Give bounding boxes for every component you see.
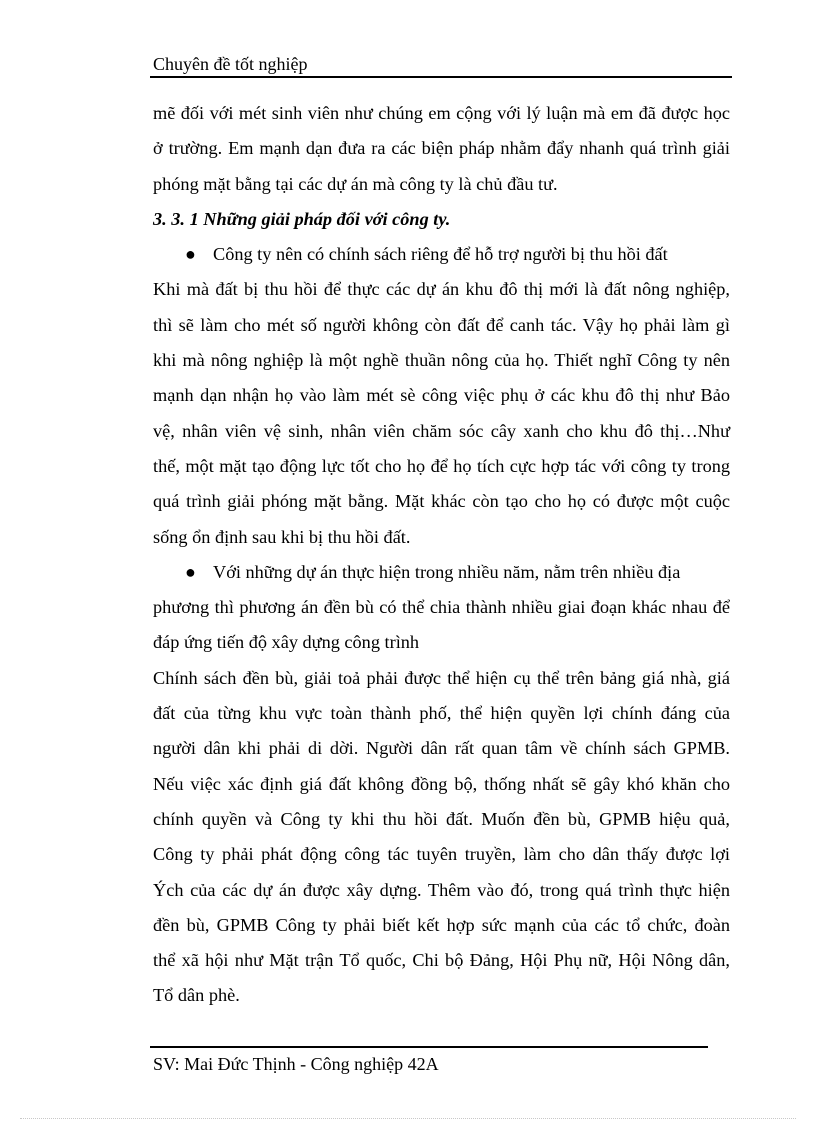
paragraph-line: Nếu việc xác định giá đất không đồng bộ, thống nhất sẽ gây khó khăn cho xyxy=(153,773,730,794)
intro-line: phóng mặt bằng tại các dự án mà công ty là chủ đầu tư. xyxy=(153,173,558,194)
page-header-title: Chuyên đề tốt nghiệp xyxy=(153,54,308,74)
paragraph-line: chính quyền và Công ty khi thu hồi đất. Muốn đền bù, GPMB hiệu quả, xyxy=(153,808,730,829)
paragraph-line: thì sẽ làm cho mét số người không còn đất để canh tác. Vậy họ phải làm gì xyxy=(153,314,730,335)
bullet-icon: ● xyxy=(185,244,196,265)
bullet-item xyxy=(153,237,730,272)
header-rule xyxy=(150,76,732,78)
paragraph-line: sống ổn định sau khi bị thu hồi đất. xyxy=(153,526,411,547)
paragraph-line: Chính sách đền bù, giải toả phải được thể hiện cụ thể trên bảng giá nhà, giá xyxy=(153,667,730,688)
paragraph-line: thể xã hội như Mặt trận Tổ quốc, Chi bộ Đảng, Hội Phụ nữ, Hội Nông dân, xyxy=(153,950,730,971)
paragraph-line: Khi mà đất bị thu hồi để thực các dự án khu đô thị mới là đất nông nghiệp, xyxy=(153,279,730,300)
paragraph-line: Công ty phải phát động công tác tuyên truyền, làm cho dân thấy được lợi xyxy=(153,844,730,865)
paragraph-line: đền bù, GPMB Công ty phải biết kết hợp sức mạnh của các tổ chức, đoàn xyxy=(153,914,730,935)
paragraph-line: Ých của các dự án được xây dựng. Thêm vào đó, trong quá trình thực hiện xyxy=(153,879,730,900)
paragraph-line: mạnh dạn nhận họ vào làm mét sè công việc phụ ở các khu đô thị như Bảo xyxy=(153,385,730,406)
page-bottom-divider xyxy=(20,1118,796,1119)
bullet-icon: ● xyxy=(185,561,196,582)
page-footer-text: SV: Mai Đức Thịnh - Công nghiệp 42A xyxy=(153,1054,439,1074)
paragraph-line: vệ, nhân viên vệ sinh, nhân viên chăm sóc cây xanh cho khu đô thị…Như xyxy=(153,420,730,441)
paragraph-line: đáp ứng tiến độ xây dựng công trình xyxy=(153,632,420,653)
page-content xyxy=(153,96,730,1014)
intro-line: ở trường. Em mạnh dạn đưa ra các biện pháp nhằm đẩy nhanh quá trình giải xyxy=(153,138,730,159)
footer-rule xyxy=(150,1046,708,1048)
paragraph-line: phương thì phương án đền bù có thể chia thành nhiều giai đoạn khác nhau để xyxy=(153,597,730,618)
paragraph-line: Tổ dân phè. xyxy=(153,985,240,1006)
paragraph-line: khi mà nông nghiệp là một nghề thuần nông của họ. Thiết nghĩ Công ty nên xyxy=(153,350,730,371)
paragraph-line: thế, một mặt tạo động lực tốt cho họ để họ tích cực hợp tác với công ty trong xyxy=(153,455,730,476)
paragraph-line: người dân khi phải di dời. Người dân rất quan tâm về chính sách GPMB. xyxy=(153,738,730,759)
paragraph-line: quá trình giải phóng mặt bằng. Mặt khác còn tạo cho họ có được một cuộc xyxy=(153,491,730,512)
bullet-text: Với những dự án thực hiện trong nhiều năm, nằm trên nhiều địa xyxy=(213,561,681,582)
bullet-text: Công ty nên có chính sách riêng để hỗ trợ người bị thu hồi đất xyxy=(213,244,668,265)
bullet-item xyxy=(153,555,730,590)
intro-line: mẽ đối với mét sinh viên như chúng em cộng với lý luận mà em đã được học xyxy=(153,103,730,123)
section-heading: 3. 3. 1 Những giải pháp đối với công ty. xyxy=(153,208,451,229)
paragraph-line: đất của từng khu vực toàn thành phố, thể hiện quyền lợi chính đáng của xyxy=(153,703,730,724)
